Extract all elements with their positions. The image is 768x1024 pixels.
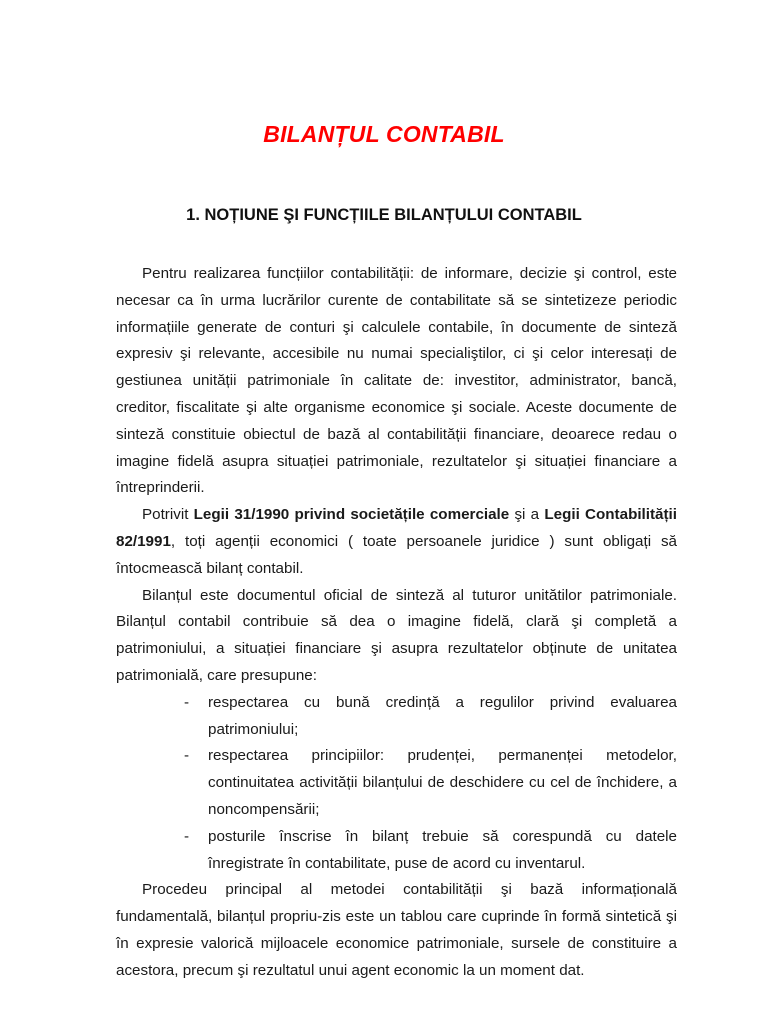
list-item-text: respectarea principiilor: prudenței, permanenței metodelor, continuitatea activității bilanțului de deschidere cu cel de închidere, a noncompensării; xyxy=(208,747,677,818)
law-reference-2: Legii Contabilității 82/1991 xyxy=(116,506,677,550)
list-item-text: respectarea cu bună credință a regulilor privind evaluarea patrimoniului; xyxy=(208,693,677,738)
paragraph-2-text-3: , toți agenții economici ( toate persoanele juridice ) sunt obligați să întocmească bilanț contabil. xyxy=(116,532,677,577)
list-dash: - xyxy=(184,827,190,845)
law-reference-1: Legii 31/1990 privind societățile comerciale xyxy=(193,506,510,524)
paragraph-3: Bilanțul este documentul oficial de sinteză al tuturor unitătilor patrimoniale. Bilanțul contabil contribuie să dea o imagine fidelă, clară şi completă a patrimoniului, a situației financiare şi asupra rezultatelor obținute de unitatea patrimonială, care presupune: xyxy=(116,586,677,684)
paragraph-4: Procedeu principal al metodei contabilității şi bază informațională fundamentală, bilanțul propriu-zis este un tablou care cuprinde în formă sintetică şi în expresie valorică mijloacele economice patrimoniale, sursele de constituire a acestora, precum şi rezultatul unui agent economic la un moment dat. xyxy=(116,881,677,979)
section-heading: 1. NOȚIUNE ŞI FUNCȚIILE BILANȚULUI CONTABIL xyxy=(186,206,582,224)
list-item xyxy=(116,690,677,744)
list-item-text: posturile înscrise în bilanț trebuie să corespundă cu datele înregistrate în contabilitate, puse de acord cu inventarul. xyxy=(208,827,677,872)
paragraph-1: Pentru realizarea funcțiilor contabilității: de informare, decizie şi control, este necesar ca în urma lucrărilor curente de contabilitate să se sintetizeze periodic informațiile generate de conturi şi calculele contabile, în documente de sinteză expresiv şi relevante, accesibile nu numai specialiştilor, ci şi celor interesați de gestiunea unității patrimoniale în calitate de: investitor, administrator, bancă, creditor, fiscalitate şi alte organisme economice şi sociale. Aceste documente de sinteză constituie obiectul de bază al contabilității financiare, deoarece redau o imagine fidelă asupra situației patrimoniale, rezultatelor şi situației financiare a întreprinderii. xyxy=(116,265,677,497)
list-dash: - xyxy=(184,693,190,711)
list-item xyxy=(116,743,677,823)
list-item xyxy=(116,824,677,878)
paragraph-2-text-1: Potrivit xyxy=(142,506,194,524)
paragraph-2 xyxy=(116,502,677,582)
document-body xyxy=(116,261,677,985)
list-dash: - xyxy=(184,747,190,765)
paragraph-2-text-2: şi a xyxy=(509,506,545,524)
document-title: BILANȚUL CONTABIL xyxy=(263,121,505,147)
requirements-list xyxy=(116,690,677,878)
